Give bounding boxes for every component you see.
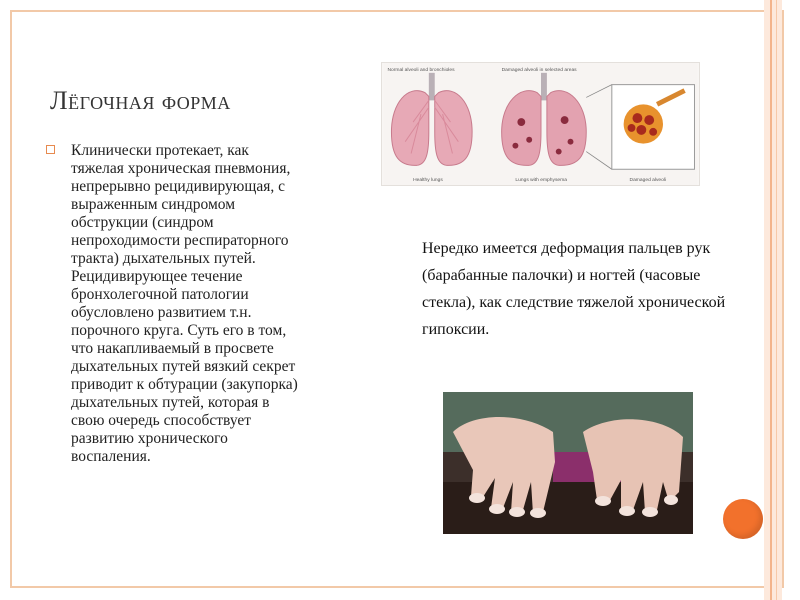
bullet-square-icon: [46, 145, 55, 154]
caption-emphysema-lungs: Lungs with emphysema: [515, 178, 567, 184]
slide-title: Лёгочная форма: [50, 86, 231, 115]
decorative-orange-circle: [723, 499, 763, 539]
caption-damaged-alveoli: Damaged alveoli: [629, 178, 667, 184]
right-border-line: [770, 0, 772, 600]
caption-healthy-lungs: Healthy lungs: [413, 178, 443, 184]
lungs-illustration: [381, 62, 700, 186]
bullet-text: Клинически протекает, как тяжелая хроническая пневмония, непрерывно рецидивирующая, с выраженным синдромом обструкции (синдром непроходимости респираторного тракта) дыхательных путей. Рецидивирующее течение бронхолегочной патологии обусловлено развитием т.н. порочного круга. Суть его в том, что накапливаемый в просвете дыхательных путей вязкий секрет приводит к обтурации (закупорка) дыхательных путей, которая в свою очередь способствует развитию хронического воспаления.: [71, 142, 298, 465]
side-paragraph: Нередко имеется деформация пальцев рук (барабанные палочки) и ногтей (часовые стекла), как следствие тяжелой хронической гипоксии.: [422, 240, 726, 338]
hands-photo: [443, 392, 693, 534]
right-border-line-thin: [776, 0, 777, 600]
label-damaged-alveoli: Damaged alveoli in selected areas: [501, 67, 577, 73]
right-border-band: [764, 0, 782, 600]
label-normal-alveoli: Normal alveoli and bronchioles: [387, 67, 455, 73]
